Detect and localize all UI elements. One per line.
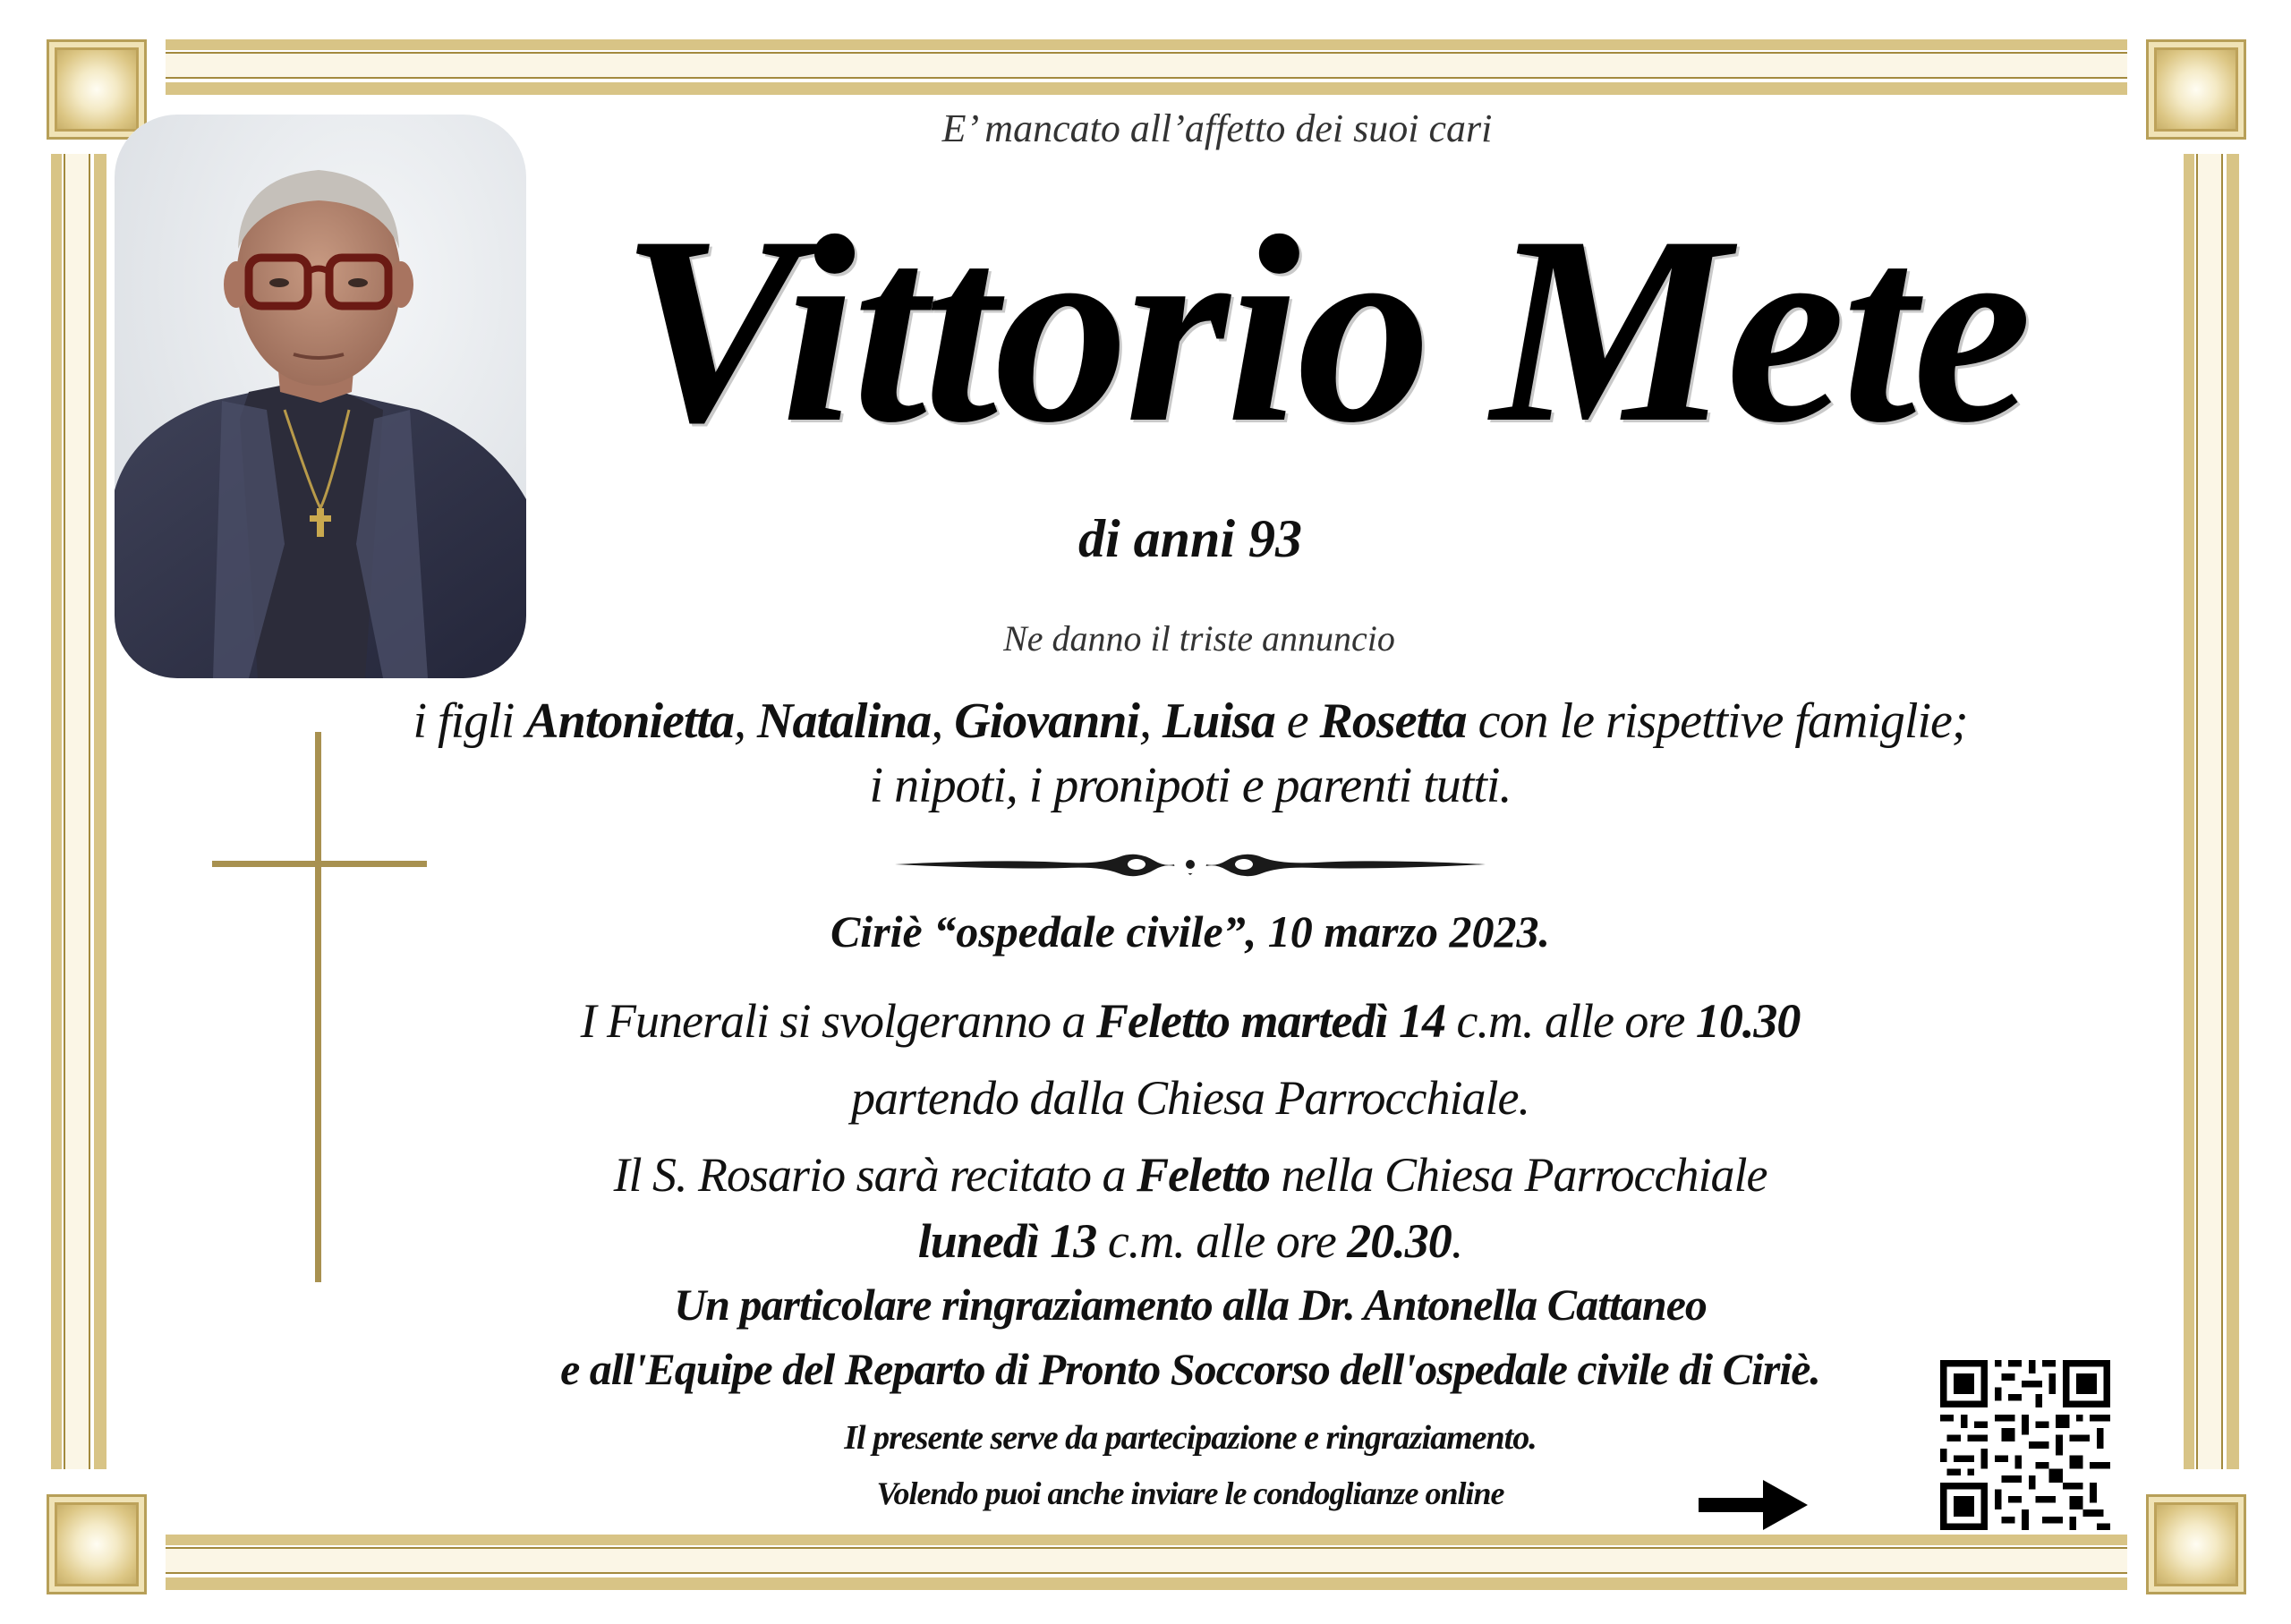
right-arrow-icon: [1699, 1480, 1808, 1530]
family-line-1: [268, 689, 2112, 753]
rosary-line-1: [358, 1142, 2023, 1208]
announcement-text: Ne danno il triste annuncio: [1003, 618, 1395, 659]
rosary-time: 20.30: [1347, 1214, 1452, 1268]
frame-bottom-border: [166, 1535, 2127, 1592]
rosary-date: lunedì 13: [917, 1214, 1097, 1268]
family-block: [268, 689, 2112, 818]
rosary-block: [358, 1142, 2023, 1274]
funeral-text: I Funerali si svolgeranno a: [580, 994, 1097, 1048]
funeral-place-date: Feletto martedì 14: [1096, 994, 1445, 1048]
frame-corner-top-right: [2146, 39, 2246, 140]
rosary-place: Feletto: [1137, 1148, 1271, 1202]
frame-right-border: [2184, 154, 2241, 1469]
frame-left-border: [51, 154, 108, 1469]
qr-code-icon[interactable]: [1940, 1360, 2110, 1530]
intro-text: E’ mancato all’affetto dei suoi cari: [941, 106, 1493, 150]
separator: ,: [931, 693, 955, 749]
family-prefix: i figli: [413, 693, 526, 749]
separator: ,: [1138, 693, 1163, 749]
deceased-portrait: [115, 115, 526, 678]
rosary-text: nella Chiesa Parrocchiale: [1270, 1148, 1767, 1202]
frame-corner-top-left: [47, 39, 147, 140]
rosary-text: .: [1451, 1214, 1463, 1268]
place-date-text: Ciriè “ospedale civile”, 10 marzo 2023.: [830, 906, 1551, 957]
frame-top-border: [166, 39, 2127, 97]
age-text: di anni 93: [1077, 509, 1303, 568]
family-suffix: con le rispettive famiglie;: [1466, 693, 1968, 749]
deceased-name: Vittorio Mete: [620, 181, 2029, 478]
funeral-line-1: [358, 982, 2023, 1059]
child-name: Rosetta: [1319, 693, 1467, 749]
ornamental-divider-icon: [895, 839, 1486, 889]
frame-corner-bottom-left: [47, 1494, 147, 1594]
rosary-text: Il S. Rosario sarà recitato a: [613, 1148, 1137, 1202]
family-line-2: i nipoti, i pronipoti e parenti tutti.: [869, 758, 1512, 813]
thanks-line-1: Un particolare ringraziamento alla Dr. Antonella Cattaneo: [674, 1280, 1707, 1330]
funeral-block: [358, 982, 2023, 1136]
child-name: Antonietta: [525, 693, 735, 749]
child-name: Giovanni: [954, 693, 1139, 749]
cross-icon-horizontal: [212, 861, 427, 867]
online-condolences-note: Volendo puoi anche inviare le condoglianze online: [876, 1475, 1504, 1511]
child-name: Luisa: [1162, 693, 1275, 749]
funeral-line-2: partendo dalla Chiesa Parrocchiale.: [851, 1071, 1529, 1125]
thanks-line-2: e all'Equipe del Reparto di Pronto Soccorso dell'ospedale civile di Ciriè.: [560, 1344, 1820, 1394]
rosary-line-2: [358, 1208, 2023, 1274]
footer-note: Il presente serve da partecipazione e ringraziamento.: [844, 1419, 1537, 1457]
thanks-block: [376, 1272, 2005, 1401]
child-name: Natalina: [757, 693, 932, 749]
funeral-text: c.m. alle ore: [1444, 994, 1696, 1048]
rosary-text: c.m. alle ore: [1096, 1214, 1348, 1268]
funeral-time: 10.30: [1695, 994, 1801, 1048]
separator: ,: [734, 693, 758, 749]
frame-corner-bottom-right: [2146, 1494, 2246, 1594]
conjunction: e: [1274, 693, 1320, 749]
